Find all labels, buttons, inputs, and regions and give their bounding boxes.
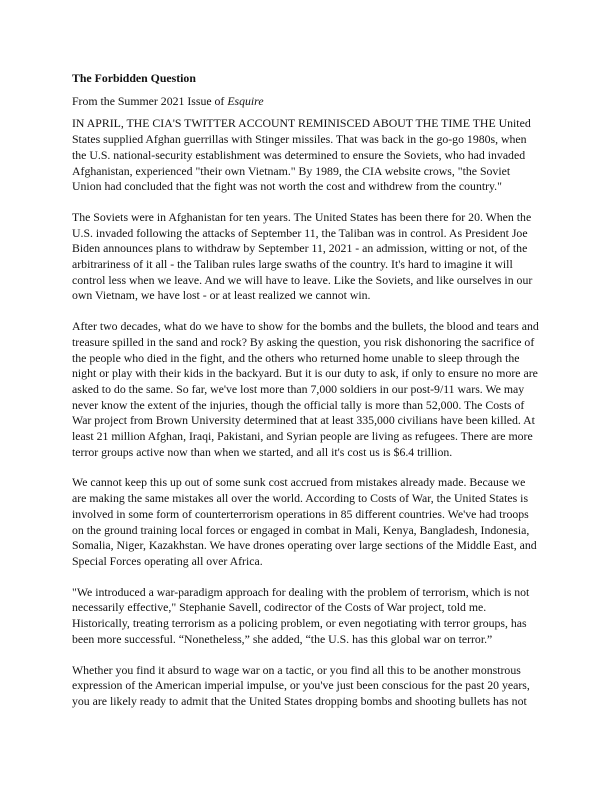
paragraph-3: After two decades, what do we have to show for the bombs and the bullets, the blood and tears and treasure spilled in the sand and rock? By asking the question, you risk dishonoring the sacrifice of the people who died in the fight, and the others who returned home unable to sleep through the night or play with their kids in the backyard. But it is our duty to ask, if only to ensure no more are asked to do the same. So far, we've lost more than 7,000 soldiers in our post-9/11 wars. We may never know the extent of the injuries, though the official tally is more than 52,000. The Costs of War project from Brown University determined that at least 335,000 civilians have been killed. At least 21 million Afghan, Iraqi, Pakistani, and Syrian people are living as refugees. There are more terror groups active now than when we started, and all it's cost us is $6.4 trillion. — [72, 319, 539, 459]
paragraph-5: "We introduced a war-paradigm approach for dealing with the problem of terrorism, which is not necessarily effective," Stephanie Savell, codirector of the Costs of War project, told me. Historically, treating terrorism as a policing problem, or even negotiating with terror groups, has been more successful. “Nonetheless,” she added, “the U.S. has this global war on terror.” — [72, 584, 530, 646]
paragraph-1: IN APRIL, THE CIA'S TWITTER ACCOUNT REMINISCED ABOUT THE TIME THE United States supplied Afghan guerrillas with Stinger missiles. That was back in the go-go 1980s, when the U.S. national-security establishment was determined to ensure the Soviets, who had invaded Afghanistan, experienced "their own Vietnam." By 1989, the CIA website crows, "the Soviet Union had concluded that the fight was not worth the cost and withdrew from the country." — [72, 116, 531, 194]
source-prefix: From the Summer 2021 Issue of — [72, 93, 228, 108]
paragraph-4: We cannot keep this up out of some sunk cost accrued from mistakes already made. Because we are making the same mistakes all over the world. According to Costs of War, the United States is involved in some form of counterterrorism operations in 85 different countries. We've had troops on the ground training local forces or engaged in combat in Mali, Kenya, Bangladesh, Indonesia, Somalia, Niger, Kazakhstan. We have drones operating over large sections of the Middle East, and Special Forces operating all over Africa. — [72, 475, 537, 568]
article-title: The Forbidden Question — [72, 71, 196, 85]
source-publication: Esquire — [227, 93, 264, 108]
paragraph-2: The Soviets were in Afghanistan for ten years. The United States has been there for 20. When the U.S. invaded following the attacks of September 11, the Taliban was in control. As President Joe Biden announces plans to withdraw by September 11, 2021 - an admission, witting or not, of the arbitrariness of it all - the Taliban rules large swaths of the country. It's hard to imagine it will control less when we leave. And we will have to leave. Like the Soviets, and like ourselves in our own Vietnam, we have lost - or at least realized we cannot win. — [72, 209, 533, 303]
article-source — [72, 94, 542, 110]
paragraph-6: Whether you find it absurd to wage war on a tactic, or you find all this to be another monstrous expression of the American imperial impulse, or you've just been conscious for the past 20 years, you are likely ready to admit that the United States dropping bombs and shooting bullets has not — [72, 662, 530, 708]
